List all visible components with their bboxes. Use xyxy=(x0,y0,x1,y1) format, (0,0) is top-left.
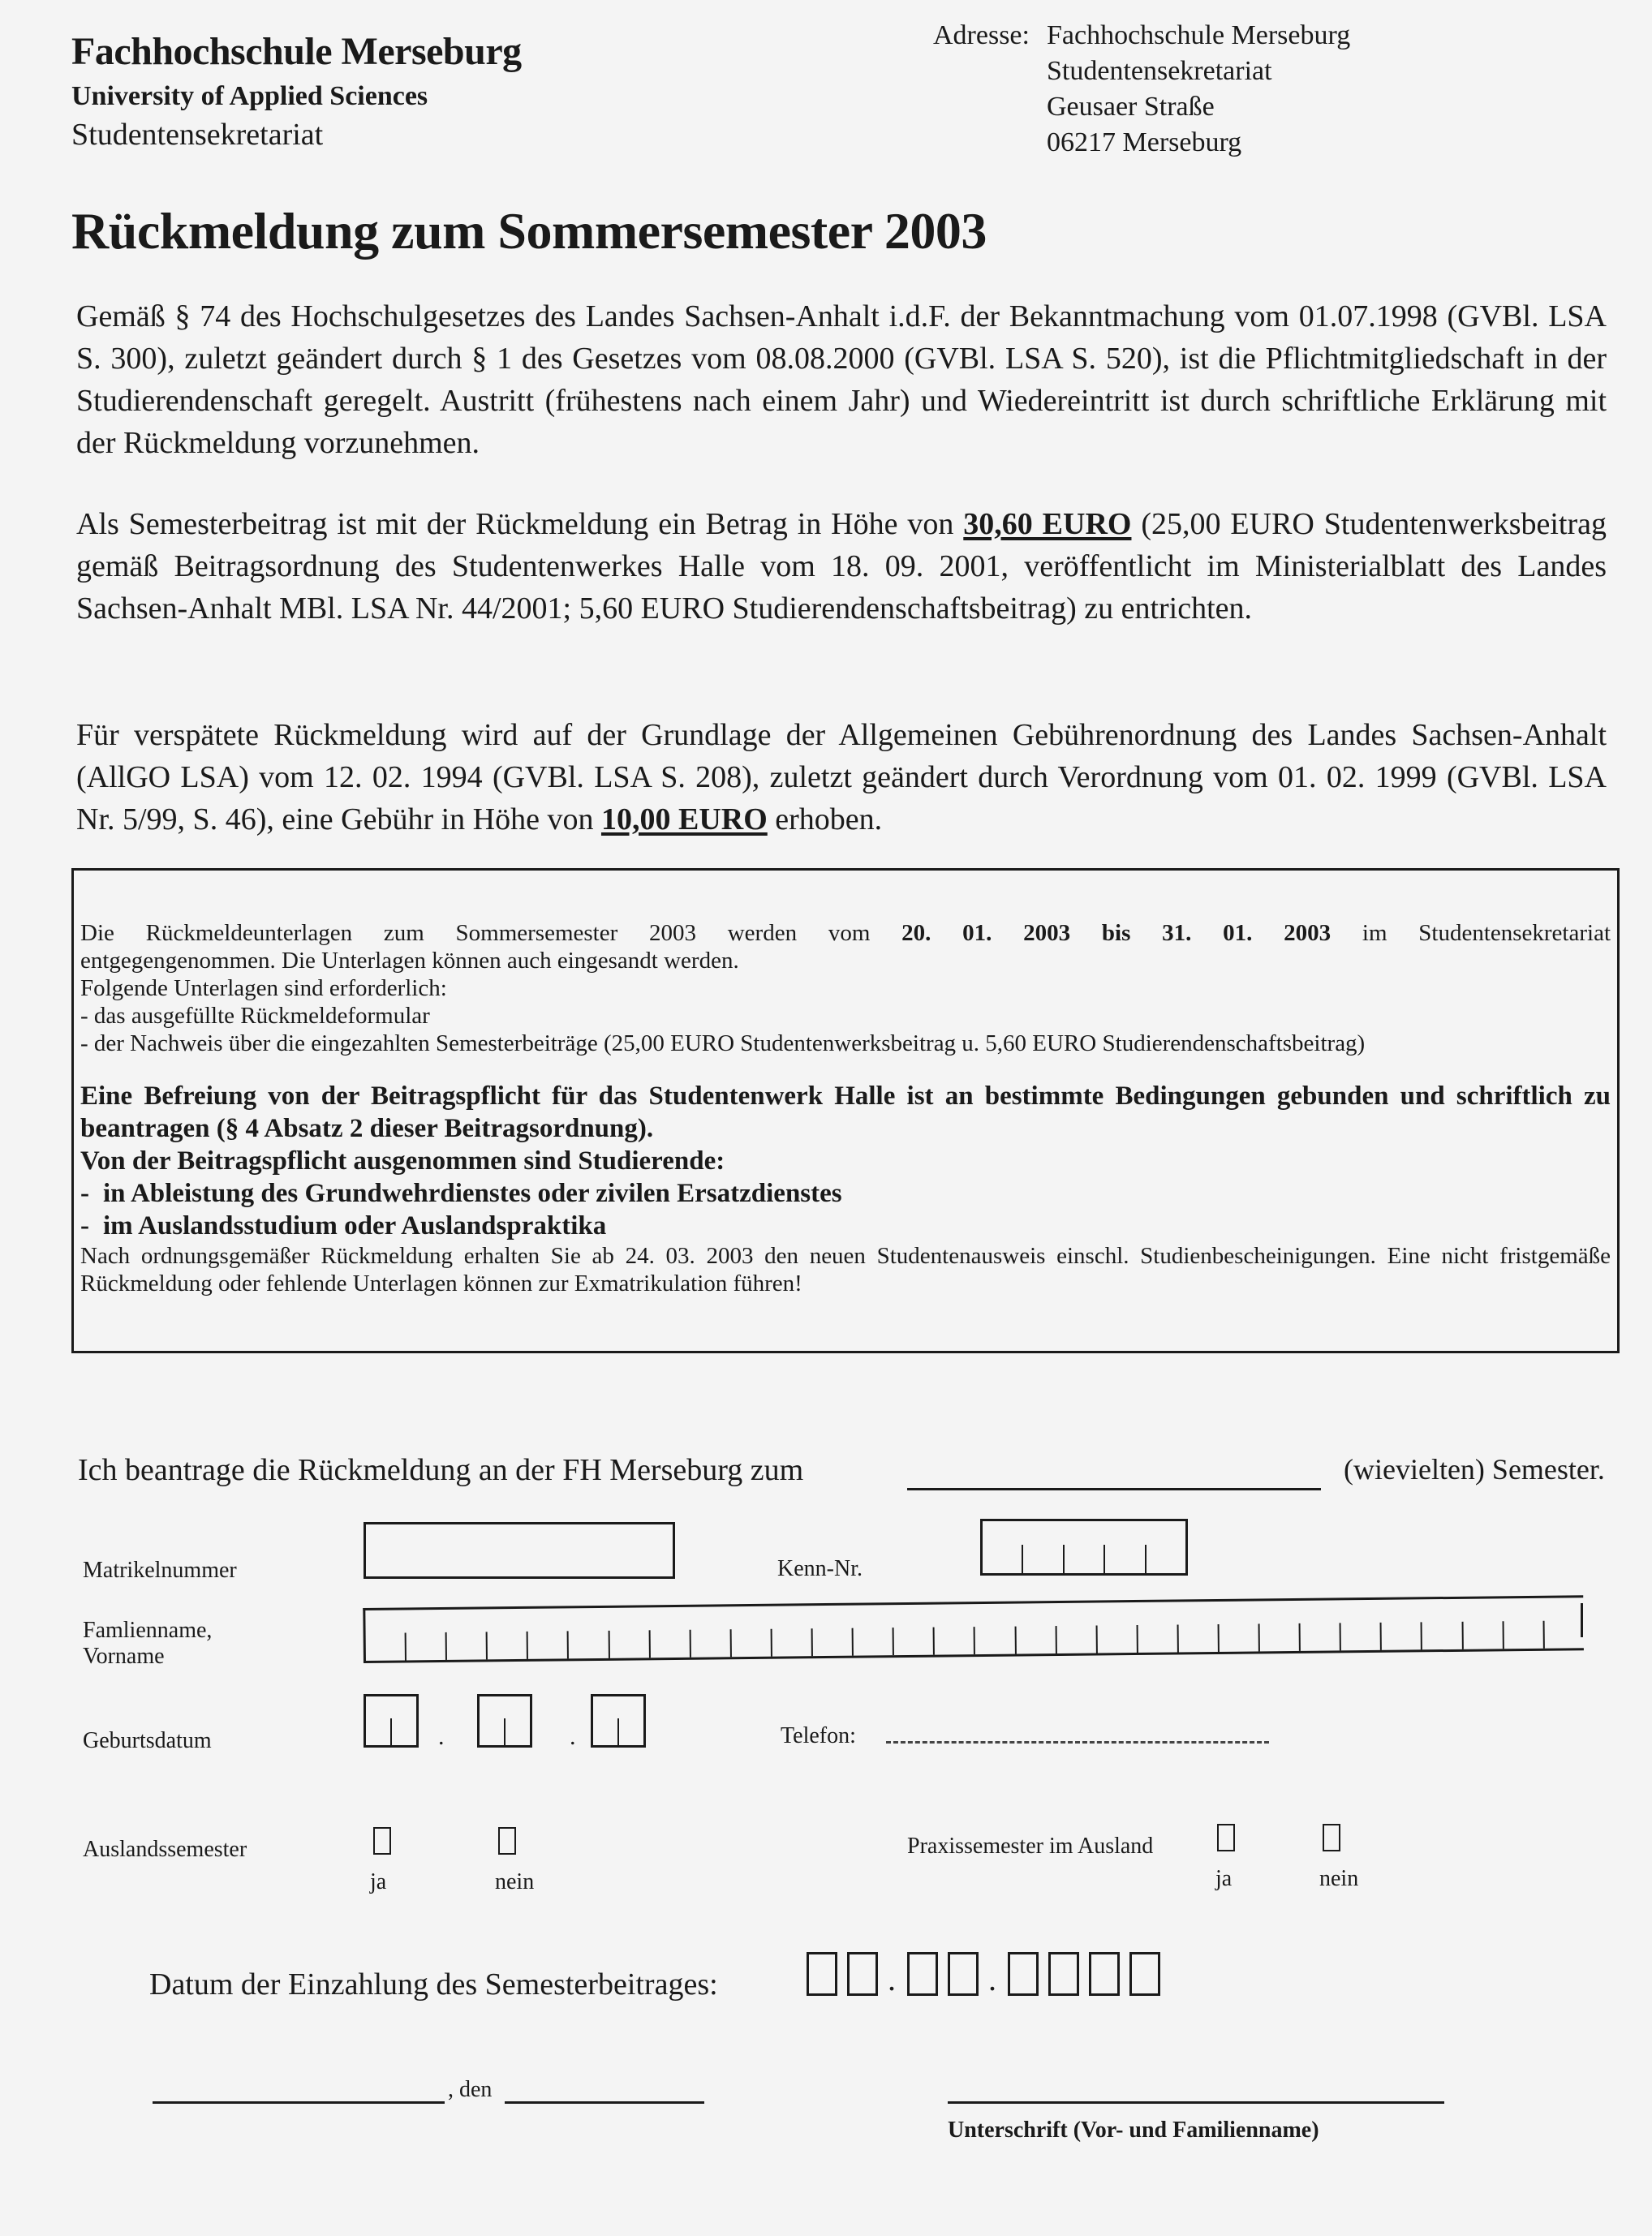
requirement-item: - der Nachweis über die eingezahlten Semesterbeiträge (25,00 EURO Studentenwerksbeitrag u. 5,60 EURO Studierendenschaftsbeitrag) xyxy=(80,1030,1366,1056)
kenn-cell[interactable] xyxy=(983,1545,1023,1573)
payment-date-label: Datum der Einzahlung des Semesterbeitrages: xyxy=(149,1967,718,2002)
place-field[interactable] xyxy=(153,2100,445,2104)
name-cell[interactable] xyxy=(1260,1623,1301,1652)
exemption-item-text: in Ableistung des Grundwehrdienstes oder zivilen Ersatzdienstes xyxy=(103,1179,842,1208)
name-cell[interactable] xyxy=(854,1628,894,1656)
date-separator-label: , den xyxy=(448,2077,493,2102)
practice-yes-checkbox[interactable] xyxy=(1217,1824,1235,1851)
footer-note: Nach ordnungsgemäßer Rückmeldung erhalten Sie ab 24. 03. 2003 den neuen Studentenausweis einschl. Studienbescheinigungen. Eine nicht fristgemäße Rückmeldung oder fehlende Unterlagen können zur Exmatrikulation führen! xyxy=(80,1243,1611,1296)
birth-day-cell[interactable] xyxy=(366,1718,392,1745)
abroad-no-label: nein xyxy=(495,1869,535,1894)
address-line: Fachhochschule Merseburg xyxy=(1047,20,1351,50)
late-fee-amount: 10,00 EURO xyxy=(600,802,768,836)
birth-year-field[interactable] xyxy=(591,1694,646,1748)
name-cell[interactable] xyxy=(1178,1624,1219,1653)
name-cell[interactable] xyxy=(569,1631,609,1659)
deadline-text-cont: im Studentensekretariat xyxy=(1331,920,1611,946)
abroad-semester-label: Auslandssemester xyxy=(83,1837,247,1862)
fee-paragraph xyxy=(76,503,1607,630)
semester-request-text: Ich beantrage die Rückmeldung an der FH Merseburg zum xyxy=(78,1453,804,1487)
name-cell[interactable] xyxy=(1504,1621,1544,1649)
semester-suffix: (wievielten) Semester. xyxy=(1344,1453,1605,1486)
birthdate-label: Geburtsdatum xyxy=(83,1728,212,1753)
requirement-item: - das ausgefüllte Rückmeldeformular xyxy=(80,1003,430,1029)
practice-yes-label: ja xyxy=(1215,1866,1233,1891)
name-cell[interactable] xyxy=(447,1632,488,1660)
membership-paragraph: Gemäß § 74 des Hochschulgesetzes des Landes Sachsen-Anhalt i.d.F. der Bekanntmachung vom 01.07.1998 (GVBl. LSA S. 300), zuletzt geändert durch § 1 des Gesetzes vom 08.08.2000 (GVBl. LSA S. 520), ist die Pflichtmitgliedschaft in der Studierendenschaft geregelt. Austritt (frühestens nach einem Jahr) und Wiedereintritt ist durch schriftliche Erklärung mit der Rückmeldung vorzunehmen. xyxy=(76,299,1607,460)
semester-number-field[interactable] xyxy=(907,1456,1321,1490)
page-title: Rückmeldung zum Sommersemester 2003 xyxy=(71,202,987,260)
birth-month-cell[interactable] xyxy=(480,1718,505,1745)
abroad-no-checkbox[interactable] xyxy=(498,1827,516,1855)
phone-label: Telefon: xyxy=(781,1723,856,1748)
name-cell[interactable] xyxy=(1016,1626,1056,1654)
payment-separator: . xyxy=(988,1961,996,1997)
info-box xyxy=(71,868,1620,1353)
payment-year-box[interactable] xyxy=(1129,1952,1160,1996)
deadline-line xyxy=(80,919,1611,947)
birth-month-cell[interactable] xyxy=(505,1718,530,1745)
fee-text: Als Semesterbeitrag ist mit der Rückmeldung ein Betrag in Höhe von xyxy=(76,507,964,541)
late-fee-text: Für verspätete Rückmeldung wird auf der Grundlage der Allgemeinen Gebührenordnung des Landes Sachsen-Anhalt (AllGO LSA) vom 12. 02. 1994 (GVBl. LSA S. 208), zuletzt geändert durch Verordnung vom 01. 02. 1999 (GVBl. LSA Nr. 5/99, S. 46), eine Gebühr in Höhe von xyxy=(76,718,1607,836)
name-cell[interactable] xyxy=(1220,1623,1260,1652)
name-cell[interactable] xyxy=(731,1629,772,1658)
submission-note: entgegengenommen. Die Unterlagen können auch eingesandt werden. xyxy=(80,948,739,974)
payment-year-box[interactable] xyxy=(1048,1952,1079,1996)
exemption-item xyxy=(80,1177,1611,1210)
name-label xyxy=(83,1618,212,1670)
payment-year-box[interactable] xyxy=(1008,1952,1039,1996)
name-cell[interactable] xyxy=(1301,1623,1341,1651)
fee-text-cont: (25,00 EURO Studentenwerksbeitrag gemäß Beitragsordnung des Studentenwerkes Halle vom 18. 09. 2001, veröffentlicht im Ministerialblatt des Landes Sachsen-Anhalt MBl. LSA Nr. 44/2001; 5,60 EURO Studierendenschaftsbeitrag) zu entrichten. xyxy=(76,507,1607,626)
practice-abroad-label: Praxissemester im Ausland xyxy=(907,1834,1154,1859)
name-cell[interactable] xyxy=(935,1627,975,1655)
kenn-cell[interactable] xyxy=(1105,1545,1146,1573)
deadline-text: Die Rückmeldeunterlagen zum Sommersemester 2003 werden vom xyxy=(80,920,902,946)
kenn-cell[interactable] xyxy=(1023,1545,1064,1573)
signature-field[interactable] xyxy=(948,2100,1444,2104)
name-label-line2: Vorname xyxy=(83,1644,165,1669)
name-cell[interactable] xyxy=(366,1632,407,1661)
exemption-item xyxy=(80,1210,1611,1242)
name-field[interactable] xyxy=(363,1595,1584,1663)
payment-day-box[interactable] xyxy=(847,1952,878,1996)
bullet-dash: - xyxy=(80,1211,89,1241)
birth-day-field[interactable] xyxy=(364,1694,419,1748)
name-cell[interactable] xyxy=(1463,1621,1504,1649)
birth-separator: . xyxy=(570,1723,576,1750)
address-line: 06217 Merseburg xyxy=(1047,127,1242,157)
birth-day-cell[interactable] xyxy=(392,1718,416,1745)
birth-year-cell[interactable] xyxy=(593,1718,619,1745)
practice-no-label: nein xyxy=(1319,1866,1359,1891)
kenn-field[interactable] xyxy=(980,1519,1188,1576)
payment-month-box[interactable] xyxy=(907,1952,938,1996)
practice-no-checkbox[interactable] xyxy=(1323,1824,1340,1851)
exemption-section xyxy=(80,1080,1611,1242)
payment-date-field[interactable] xyxy=(807,1952,1170,1996)
institution-name: Fachhochschule Merseburg xyxy=(71,30,522,73)
kenn-label: Kenn-Nr. xyxy=(777,1556,863,1581)
address-label: Adresse: xyxy=(933,20,1030,50)
payment-year-box[interactable] xyxy=(1089,1952,1120,1996)
name-cell[interactable] xyxy=(894,1628,935,1656)
name-cell[interactable] xyxy=(1138,1624,1178,1653)
exemption-heading: Von der Beitragspflicht ausgenommen sind Studierende: xyxy=(80,1146,725,1176)
late-fee-paragraph xyxy=(76,714,1607,841)
payment-separator: . xyxy=(888,1961,896,1997)
requirements-heading: Folgende Unterlagen sind erforderlich: xyxy=(80,975,447,1001)
name-cell[interactable] xyxy=(528,1631,569,1659)
exemption-text: Eine Befreiung von der Beitragspflicht für das Studentenwerk Halle ist an bestimmte Bedingungen gebunden und schriftlich zu beantragen (§ 4 Absatz 2 dieser Beitragsordnung). xyxy=(80,1081,1611,1143)
department-name: Studentensekretariat xyxy=(71,118,324,152)
name-cell[interactable] xyxy=(813,1628,854,1657)
date-field[interactable] xyxy=(505,2100,704,2104)
exemption-item-text: im Auslandsstudium oder Auslandspraktika xyxy=(103,1211,607,1241)
signature-label: Unterschrift (Vor- und Familienname) xyxy=(948,2118,1319,2143)
payment-month-box[interactable] xyxy=(948,1952,979,1996)
name-cell[interactable] xyxy=(772,1628,813,1657)
birth-month-field[interactable] xyxy=(477,1694,532,1748)
name-cell[interactable] xyxy=(1382,1622,1422,1650)
fee-amount: 30,60 EURO xyxy=(963,507,1132,541)
name-cell[interactable] xyxy=(975,1626,1016,1654)
name-cell[interactable] xyxy=(609,1630,650,1658)
late-fee-text-cont: erhoben. xyxy=(767,802,883,836)
abroad-yes-checkbox[interactable] xyxy=(373,1827,391,1855)
payment-day-box[interactable] xyxy=(807,1952,837,1996)
name-cell[interactable] xyxy=(1544,1620,1583,1649)
kenn-cell[interactable] xyxy=(1147,1545,1185,1573)
birth-separator: . xyxy=(438,1723,445,1750)
name-cell[interactable] xyxy=(1056,1625,1097,1653)
institution-subtitle: University of Applied Sciences xyxy=(71,81,428,111)
address-line: Studentensekretariat xyxy=(1047,56,1272,86)
name-cell[interactable] xyxy=(488,1632,528,1660)
matrikel-field[interactable] xyxy=(364,1522,675,1579)
name-label-line1: Famlienname, xyxy=(83,1618,213,1643)
address-line: Geusaer Straße xyxy=(1047,92,1215,122)
name-cell[interactable] xyxy=(690,1629,731,1658)
matrikel-label: Matrikelnummer xyxy=(83,1558,237,1583)
name-cell[interactable] xyxy=(407,1632,447,1661)
name-field-right-edge xyxy=(1581,1603,1583,1637)
kenn-cell[interactable] xyxy=(1065,1545,1105,1573)
name-cell[interactable] xyxy=(1422,1622,1463,1650)
birth-year-cell[interactable] xyxy=(619,1718,643,1745)
bullet-dash: - xyxy=(80,1179,89,1208)
phone-field[interactable] xyxy=(886,1733,1269,1744)
name-cell[interactable] xyxy=(1097,1625,1138,1653)
address-block xyxy=(933,18,1350,161)
name-cell[interactable] xyxy=(1341,1623,1382,1651)
abroad-yes-label: ja xyxy=(370,1869,387,1894)
name-cell[interactable] xyxy=(650,1630,690,1658)
deadline-dates: 20. 01. 2003 bis 31. 01. 2003 xyxy=(901,920,1331,946)
